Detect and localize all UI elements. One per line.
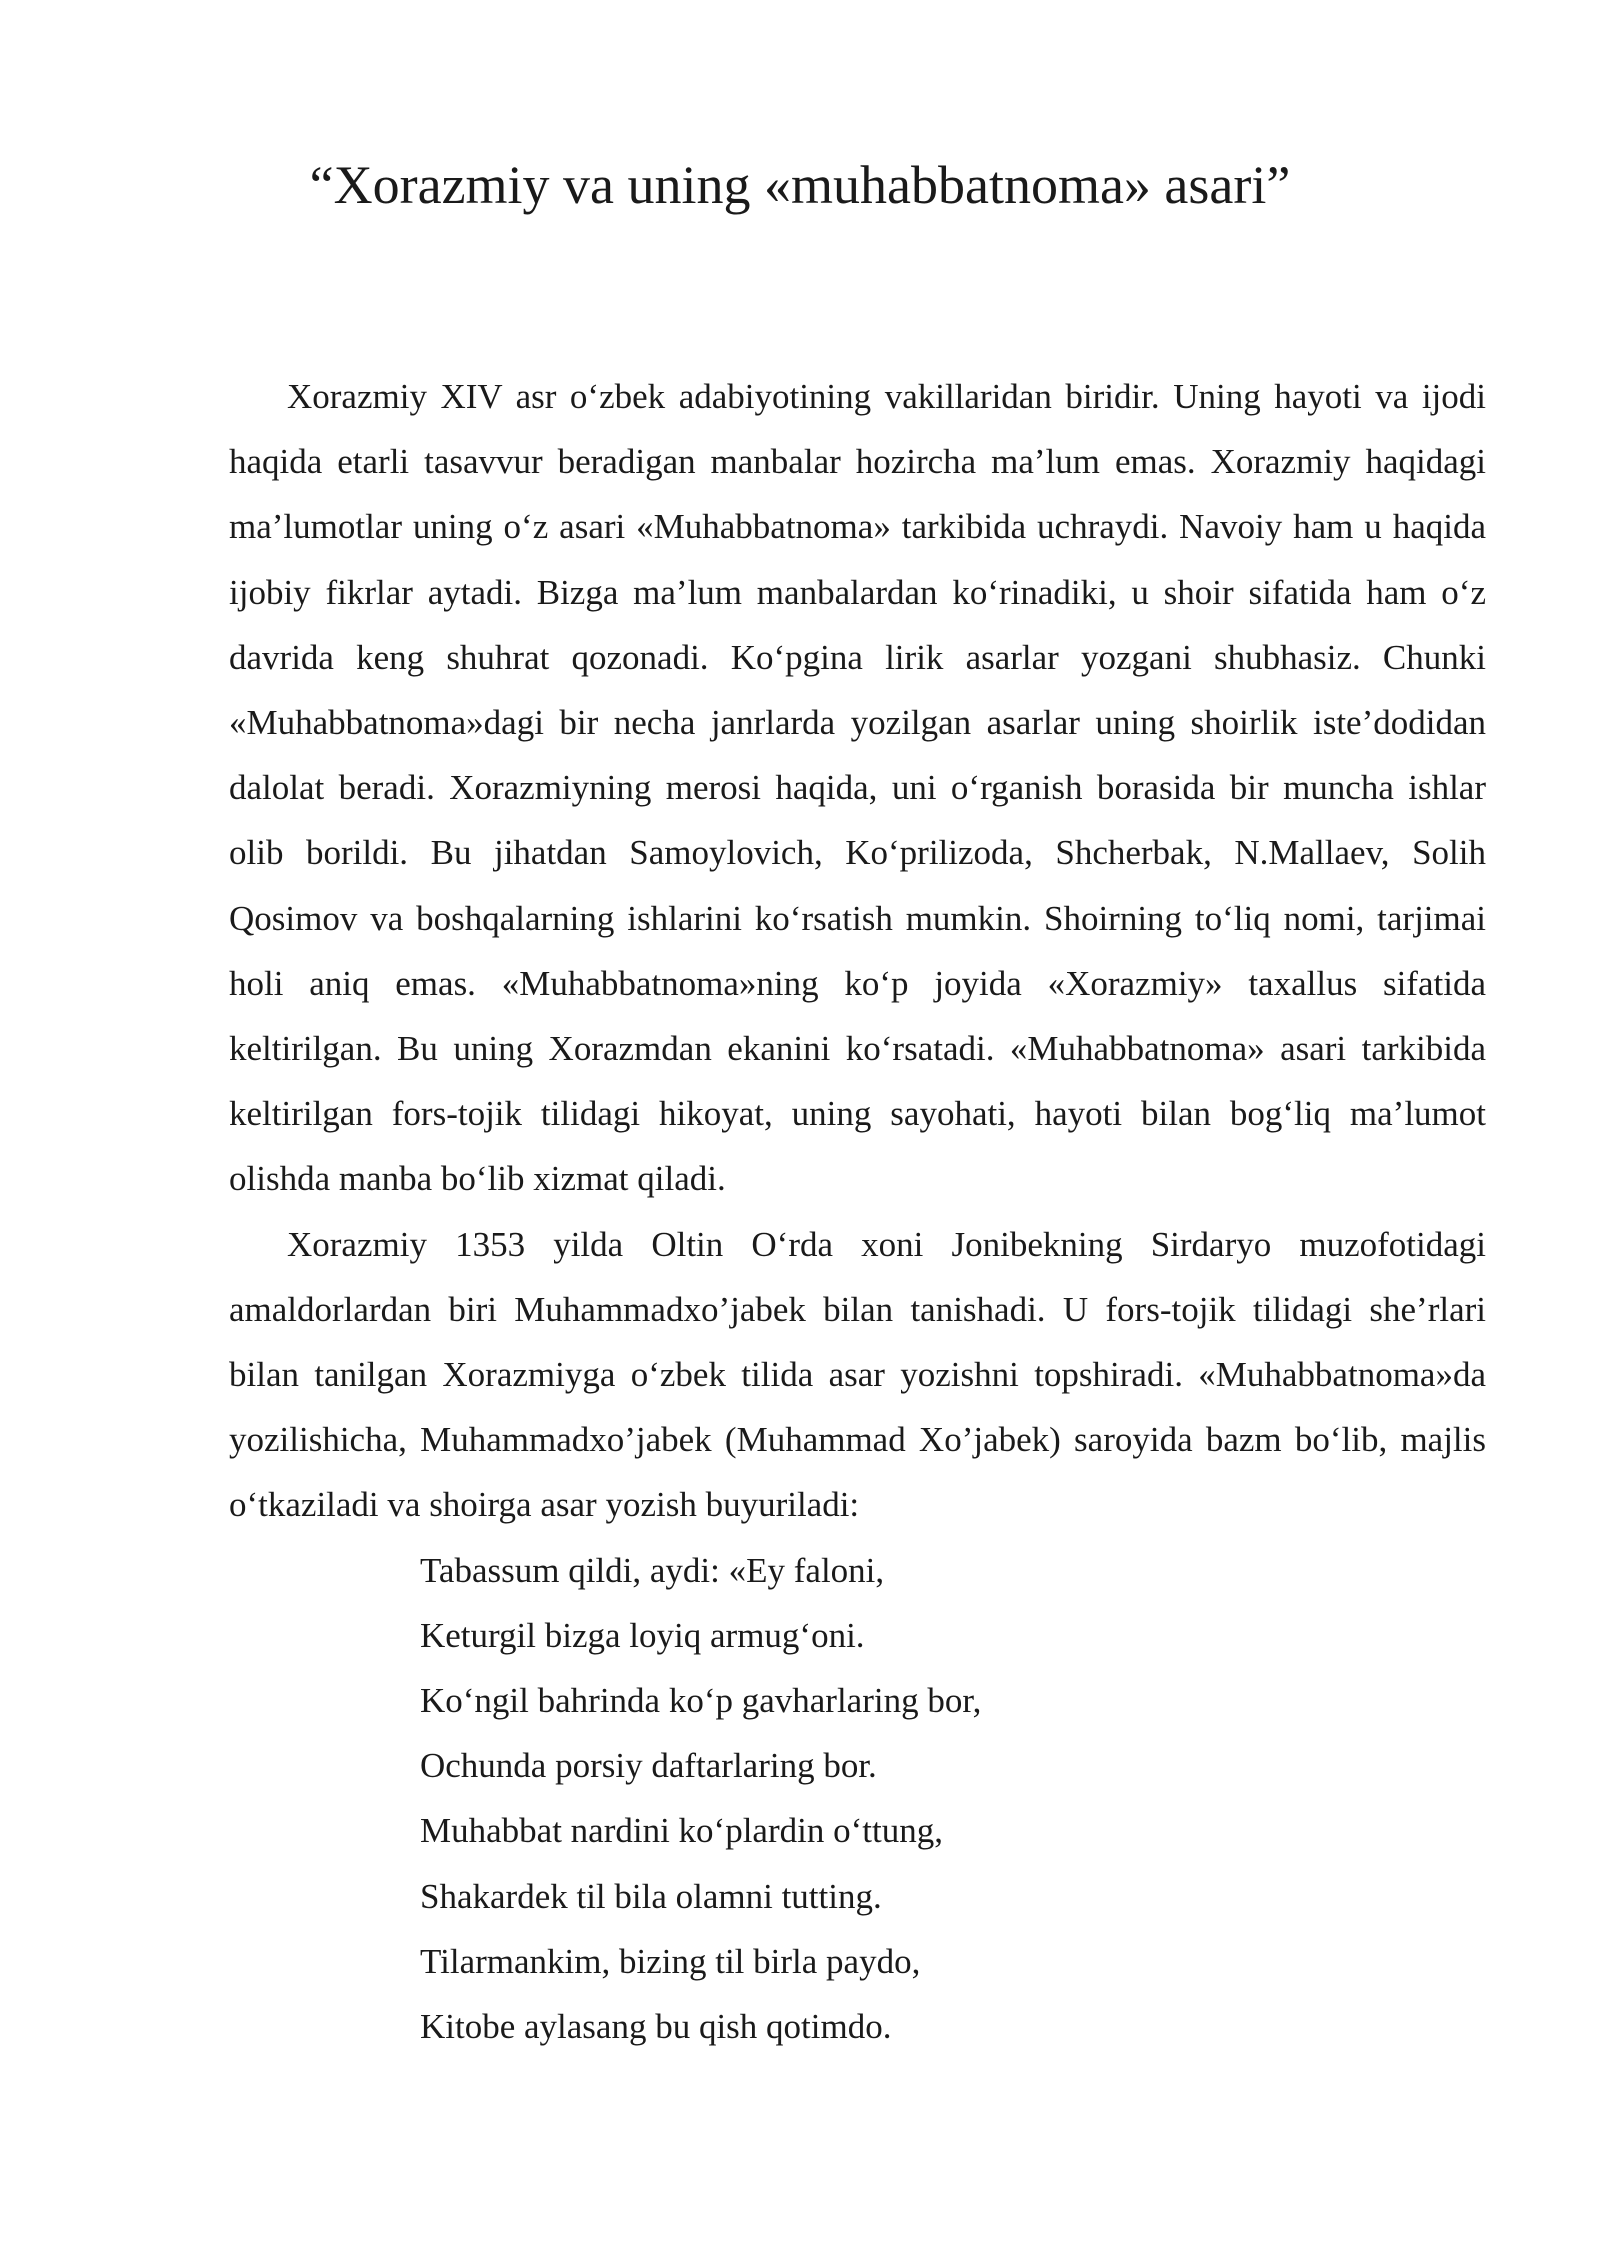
document-body (229, 364, 1486, 2059)
document-title: “Xorazmiy va uning «muhabbatnoma» asari” (309, 155, 1291, 215)
poem-line: Keturgil bizga loyiq armug‘oni. (420, 1615, 865, 1655)
poem-line: Kitobe aylasang bu qish qotimdo. (420, 2007, 892, 2047)
poem-line: Muhabbat nardini ko‘plardin o‘ttung, (420, 1811, 943, 1851)
poem-line: Ko‘ngil bahrinda ko‘p gavharlaring bor, (420, 1681, 982, 1721)
poem-line: Shakardek til bila olamni tutting. (420, 1876, 882, 1916)
poem-quote (229, 1538, 1486, 2060)
paragraph-1: Xorazmiy XIV asr o‘zbek adabiyotining vakillaridan biridir. Uning hayoti va ijodi haqida etarli tasavvur beradigan manbalar hozircha ma’lum emas. Xorazmiy haqidagi ma’lumotlar uning o‘z asari «Muhabbatnoma» tarkibida uchraydi. Navoiy ham u haqida ijobiy fikrlar aytadi. Bizga ma’lum manbalardan ko‘rinadiki, u shoir sifatida ham o‘z davrida keng shuhrat qozonadi. Ko‘pgina lirik asarlar yozgani shubhasiz. Chunki «Muhabbatnoma»dagi bir necha janrlarda yozilgan asarlar uning shoirlik iste’dodidan dalolat beradi. Xorazmiyning merosi haqida, uni o‘rganish borasida bir muncha ishlar olib borildi. Bu jihatdan Samoylovich, Ko‘prilizoda, Shcherbak, N.Mallaev, Solih Qosimov va boshqalarning ishlarini ko‘rsatish mumkin. Shoirning to‘liq nomi, tarjimai holi aniq emas. «Muhabbatnoma»ning ko‘p joyida «Xorazmiy» taxallus sifatida keltirilgan. Bu uning Xorazmdan ekanini ko‘rsatadi. «Muhabbatnoma» asari tarkibida keltirilgan fors-tojik tilidagi hikoyat, uning sayohati, hayoti bilan bog‘liq ma’lumot olishda manba bo‘lib xizmat qiladi. (229, 377, 1486, 1199)
poem-line: Ochunda porsiy daftarlaring bor. (420, 1746, 877, 1786)
paragraph-2: Xorazmiy 1353 yilda Oltin O‘rda xoni Jonibekning Sirdaryo muzofotidagi amaldorlardan biri Muhammadxo’jabek bilan tanishadi. U fors-tojik tilidagi she’rlari bilan tanilgan Xorazmiyga o‘zbek tilida asar yozishni topshiradi. «Muhabbatnoma»da yozilishicha, Muhammadxo’jabek (Muhammad Xo’jabek) saroyida bazm bo‘lib, majlis o‘tkaziladi va shoirga asar yozish buyuriladi: (229, 1224, 1486, 1525)
poem-line: Tilarmankim, bizing til birla paydo, (420, 1941, 921, 1981)
poem-line: Tabassum qildi, aydi: «Ey faloni, (420, 1550, 885, 1590)
